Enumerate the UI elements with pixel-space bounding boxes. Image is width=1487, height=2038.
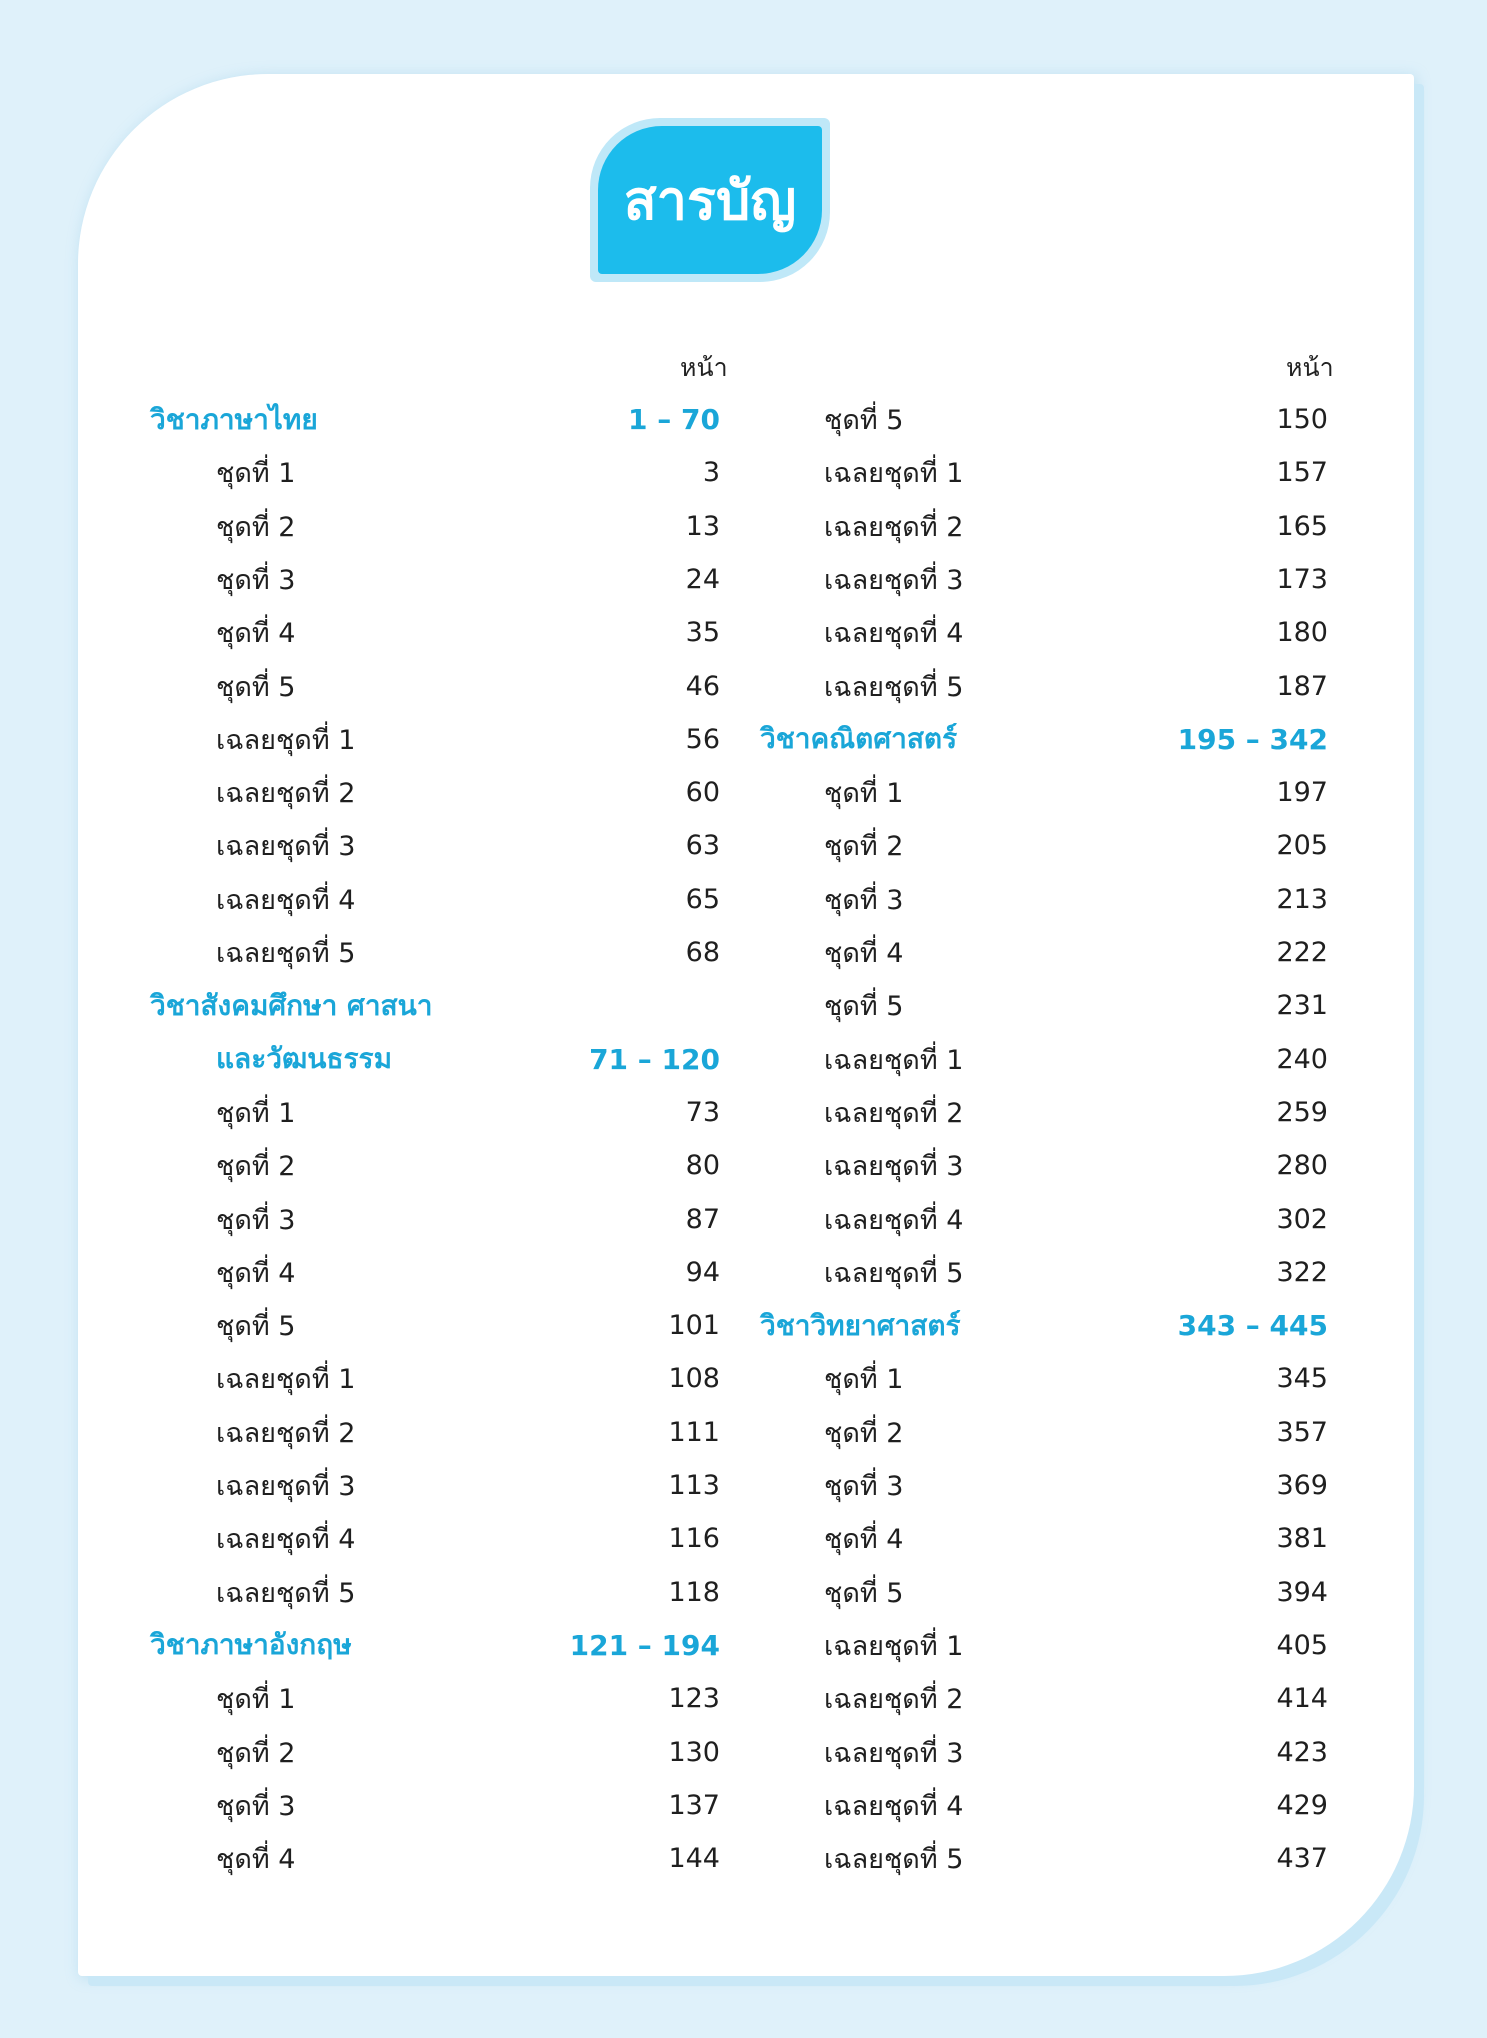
toc-section-heading[interactable]: [150, 979, 720, 1032]
toc-entry-page: 65: [685, 883, 720, 915]
toc-entry-page: 369: [1276, 1470, 1328, 1501]
toc-entry-page: 111: [668, 1416, 720, 1448]
toc-entry[interactable]: [150, 500, 720, 553]
toc-entry[interactable]: [150, 1406, 720, 1459]
toc-entry[interactable]: [758, 873, 1328, 926]
toc-entry-page: 130: [668, 1736, 720, 1768]
toc-entry-label: เฉลยชุดที่ 3: [216, 1471, 356, 1502]
toc-entry-page: 94: [685, 1256, 720, 1288]
toc-entry-label: ชุดที่ 3: [824, 884, 904, 916]
toc-entry-page: 280: [1276, 1150, 1328, 1182]
toc-entry[interactable]: [758, 553, 1328, 606]
toc-entry-page: 116: [668, 1523, 720, 1555]
toc-entry-page: 73: [685, 1096, 720, 1128]
toc-entry-label: เฉลยชุดที่ 4: [216, 1524, 356, 1556]
toc-entry[interactable]: [758, 1406, 1328, 1459]
toc-entry[interactable]: [758, 1726, 1328, 1779]
toc-entry-label: ชุดที่ 4: [824, 1524, 904, 1556]
toc-entry-label: ชุดที่ 4: [216, 618, 296, 650]
toc-entry-label: เฉลยชุดที่ 4: [824, 618, 964, 650]
page-column-header-right: หน้า: [1286, 353, 1334, 382]
toc-entry-page: 1 – 70: [628, 403, 720, 436]
toc-entry[interactable]: [150, 1566, 720, 1619]
toc-entry[interactable]: [758, 500, 1328, 553]
toc-entry-label: ชุดที่ 4: [216, 1844, 296, 1876]
toc-entry[interactable]: [150, 1672, 720, 1725]
toc-entry-page: 423: [1276, 1736, 1328, 1768]
toc-entry[interactable]: [150, 713, 720, 766]
toc-entry-page: 71 – 120: [589, 1042, 720, 1076]
toc-entry[interactable]: [150, 1779, 720, 1832]
toc-entry-label: ชุดที่ 1: [216, 1684, 296, 1716]
toc-entry[interactable]: [758, 1193, 1328, 1246]
toc-entry[interactable]: [758, 1566, 1328, 1619]
toc-entry[interactable]: [758, 766, 1328, 819]
toc-entry-label: เฉลยชุดที่ 4: [824, 1204, 964, 1236]
toc-entry[interactable]: [758, 1352, 1328, 1405]
toc-entry-page: 381: [1276, 1523, 1328, 1555]
toc-entry-label: ชุดที่ 5: [824, 405, 904, 436]
toc-entry-page: 157: [1276, 457, 1328, 489]
toc-entry[interactable]: [758, 446, 1328, 499]
toc-entry-label: ชุดที่ 2: [216, 511, 296, 543]
toc-entry-label: ชุดที่ 2: [216, 1151, 296, 1183]
toc-entry-label: วิชาสังคมศึกษา ศาสนา: [150, 988, 433, 1022]
toc-entry-page: 56: [685, 723, 720, 755]
toc-entry-page: 165: [1276, 510, 1328, 542]
toc-entry[interactable]: [758, 819, 1328, 872]
toc-section-heading[interactable]: [150, 1619, 720, 1672]
toc-entry[interactable]: [758, 393, 1328, 446]
toc-entry[interactable]: [758, 1619, 1328, 1672]
toc-entry-page: 429: [1276, 1789, 1328, 1821]
toc-entry-page: 197: [1276, 777, 1328, 809]
toc-entry-label: และวัฒนธรรม: [216, 1042, 393, 1076]
toc-entry-label: ชุดที่ 1: [824, 778, 904, 810]
toc-entry[interactable]: [150, 1193, 720, 1246]
toc-entry-label: เฉลยชุดที่ 5: [824, 671, 964, 703]
toc-entry-page: 87: [685, 1203, 720, 1235]
toc-entry-page: 144: [668, 1843, 720, 1875]
toc-entry-label: ชุดที่ 5: [824, 991, 904, 1023]
toc-entry-page: 24: [685, 563, 720, 595]
toc-entry-label: เฉลยชุดที่ 1: [824, 1044, 964, 1076]
toc-entry-label: วิชาวิทยาศาสตร์: [760, 1308, 961, 1342]
toc-entry-page: 123: [668, 1683, 720, 1715]
toc-section-heading[interactable]: [150, 393, 720, 446]
toc-entry-label: ชุดที่ 5: [824, 1577, 904, 1609]
toc-entry[interactable]: [150, 660, 720, 713]
toc-entry-page: 205: [1276, 830, 1328, 862]
toc-entry-page: 60: [685, 777, 720, 809]
toc-entry-page: 180: [1276, 617, 1328, 649]
toc-entry-page: 187: [1276, 670, 1328, 702]
toc-entry[interactable]: [150, 819, 720, 872]
toc-entry[interactable]: [758, 1672, 1328, 1725]
toc-entry-label: เฉลยชุดที่ 5: [216, 938, 356, 969]
toc-entry-label: ชุดที่ 1: [216, 458, 296, 490]
toc-entry-page: 3: [702, 457, 720, 489]
toc-entry-page: 108: [668, 1363, 720, 1395]
toc-entry-label: เฉลยชุดที่ 3: [824, 1737, 964, 1769]
toc-entry[interactable]: [150, 766, 720, 819]
toc-entry-page: 259: [1276, 1096, 1328, 1128]
toc-entry-label: เฉลยชุดที่ 3: [216, 831, 356, 863]
toc-entry[interactable]: [758, 1832, 1328, 1885]
toc-entry-page: 394: [1276, 1576, 1328, 1608]
toc-entry-label: เฉลยชุดที่ 3: [824, 564, 964, 596]
toc-entry-page: 345: [1276, 1363, 1328, 1395]
toc-entry-page: 343 – 445: [1177, 1309, 1328, 1343]
toc-entry[interactable]: [758, 1512, 1328, 1565]
toc-entry[interactable]: [150, 1086, 720, 1139]
toc-entry-page: 121 – 194: [569, 1628, 720, 1662]
toc-entry-page: 437: [1276, 1843, 1328, 1875]
toc-entry-label: เฉลยชุดที่ 1: [824, 458, 964, 490]
toc-entry-label: เฉลยชุดที่ 1: [216, 724, 356, 756]
toc-entry[interactable]: [758, 1459, 1328, 1512]
toc-entry-label: เฉลยชุดที่ 5: [824, 1844, 964, 1876]
toc-entry[interactable]: [150, 1246, 720, 1299]
toc-entry-page: 231: [1276, 990, 1328, 1022]
toc-entry-page: 240: [1276, 1043, 1328, 1075]
toc-entry-page: 118: [668, 1576, 720, 1608]
toc-entry-label: ชุดที่ 3: [216, 1204, 296, 1236]
toc-entry-page: 46: [685, 670, 720, 702]
toc-entry-page: 302: [1276, 1203, 1328, 1235]
toc-entry[interactable]: [150, 873, 720, 926]
toc-entry-page: 80: [685, 1150, 720, 1182]
toc-entry-label: เฉลยชุดที่ 4: [824, 1790, 964, 1822]
toc-entry-page: 357: [1276, 1416, 1328, 1448]
page-title: สารบัญ: [598, 126, 822, 274]
toc-entry-label: ชุดที่ 2: [824, 831, 904, 863]
toc-entry-label: เฉลยชุดที่ 1: [216, 1364, 356, 1396]
toc-entry[interactable]: [150, 1832, 720, 1885]
toc-entry-page: 101: [668, 1310, 720, 1342]
toc-entry-label: เฉลยชุดที่ 5: [216, 1577, 356, 1609]
toc-entry-label: เฉลยชุดที่ 4: [216, 884, 356, 916]
toc-entry-label: เฉลยชุดที่ 2: [216, 1417, 356, 1449]
toc-entry[interactable]: [758, 1086, 1328, 1139]
title-badge: [590, 118, 830, 282]
toc-entry-label: ชุดที่ 3: [216, 564, 296, 596]
toc-entry-label: วิชาภาษาไทย: [150, 402, 318, 436]
toc-entry[interactable]: [758, 926, 1328, 979]
toc-entry-label: วิชาภาษาอังกฤษ: [150, 1628, 352, 1662]
toc-entry-label: ชุดที่ 4: [216, 1257, 296, 1289]
toc-entry-page: 150: [1276, 404, 1328, 435]
toc-entry-page: 173: [1276, 563, 1328, 595]
toc-entry-label: ชุดที่ 1: [216, 1097, 296, 1129]
toc-entry-label: ชุดที่ 3: [824, 1471, 904, 1502]
toc-entry-label: เฉลยชุดที่ 2: [824, 511, 964, 543]
toc-entry-label: ชุดที่ 1: [824, 1364, 904, 1396]
toc-entry[interactable]: [150, 446, 720, 499]
toc-entry[interactable]: [150, 1299, 720, 1352]
toc-entry-label: ชุดที่ 2: [216, 1737, 296, 1769]
toc-entry-page: 222: [1276, 937, 1328, 968]
toc-entry-label: เฉลยชุดที่ 5: [824, 1257, 964, 1289]
toc-entry-label: ชุดที่ 5: [216, 671, 296, 703]
toc-entry[interactable]: [758, 1246, 1328, 1299]
toc-entry[interactable]: [150, 1726, 720, 1779]
toc-entry-page: 405: [1276, 1629, 1328, 1661]
toc-entry-page: 113: [668, 1470, 720, 1501]
toc-entry[interactable]: [758, 979, 1328, 1032]
toc-entry-label: เฉลยชุดที่ 2: [216, 778, 356, 810]
toc-entry-page: 13: [685, 510, 720, 542]
page-column-header-left: หน้า: [680, 353, 728, 382]
toc-entry-label: ชุดที่ 2: [824, 1417, 904, 1449]
toc-entry-label: วิชาคณิตศาสตร์: [760, 722, 958, 756]
toc-entry-page: 195 – 342: [1177, 722, 1328, 756]
toc-entry[interactable]: [758, 606, 1328, 659]
toc-entry[interactable]: [150, 1139, 720, 1192]
toc-entry[interactable]: [758, 660, 1328, 713]
toc-entry-label: ชุดที่ 3: [216, 1790, 296, 1822]
toc-section-heading[interactable]: [150, 1033, 720, 1086]
toc-entry-label: เฉลยชุดที่ 2: [824, 1097, 964, 1129]
toc-entry-label: เฉลยชุดที่ 2: [824, 1684, 964, 1716]
toc-entry[interactable]: [150, 1459, 720, 1512]
toc-entry[interactable]: [150, 1512, 720, 1565]
toc-entry-page: 35: [685, 617, 720, 649]
toc-entry-label: ชุดที่ 5: [216, 1311, 296, 1343]
toc-entry-label: เฉลยชุดที่ 3: [824, 1151, 964, 1183]
toc-entry-page: 213: [1276, 883, 1328, 915]
toc-entry[interactable]: [150, 553, 720, 606]
toc-entry[interactable]: [150, 606, 720, 659]
toc-entry-label: ชุดที่ 4: [824, 938, 904, 969]
toc-entry[interactable]: [150, 1352, 720, 1405]
toc-entry-page: 68: [685, 937, 720, 968]
toc-section-heading[interactable]: [758, 1299, 1328, 1352]
toc-entry-page: 137: [668, 1789, 720, 1821]
toc-entry[interactable]: [150, 926, 720, 979]
toc-entry[interactable]: [758, 1779, 1328, 1832]
toc-entry-page: 322: [1276, 1256, 1328, 1288]
toc-entry[interactable]: [758, 1033, 1328, 1086]
toc-entry[interactable]: [758, 1139, 1328, 1192]
toc-entry-label: เฉลยชุดที่ 1: [824, 1630, 964, 1662]
toc-entry-page: 63: [685, 830, 720, 862]
toc-section-heading[interactable]: [758, 713, 1328, 766]
toc-entry-page: 414: [1276, 1683, 1328, 1715]
